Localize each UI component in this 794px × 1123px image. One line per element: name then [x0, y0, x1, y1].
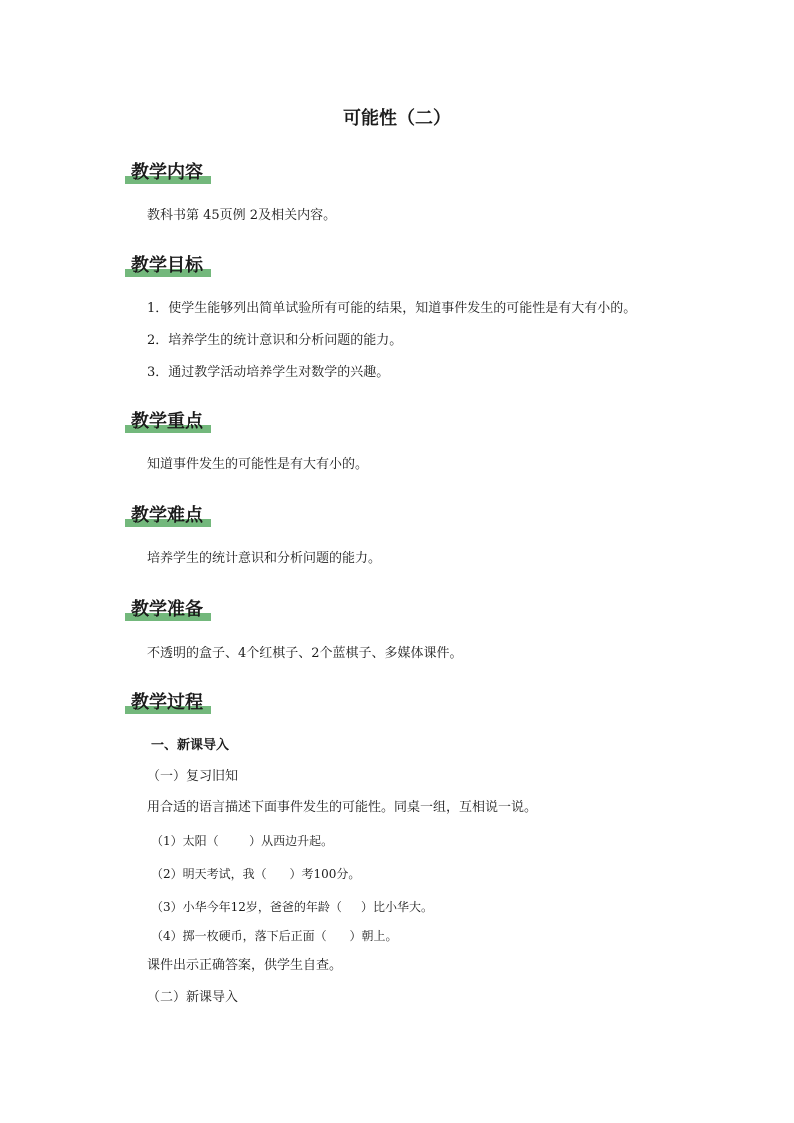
process-check-text: 课件出示正确答案，供学生自查。	[147, 958, 343, 973]
content-text: 教科书第 45页例 2及相关内容。	[147, 208, 337, 223]
key-points-text: 知道事件发生的可能性是有大有小的。	[147, 457, 369, 472]
objective-item: 3．通过教学活动培养学生对数学的兴趣。	[147, 365, 390, 380]
section-heading-text: 教学准备	[131, 599, 203, 620]
question-item: （4）掷一枚硬币，落下后正面（ ）朝上。	[151, 929, 398, 943]
section-heading-text: 教学内容	[131, 162, 203, 183]
process-part1-title: 一、新课导入	[151, 738, 230, 753]
objective-item: 1．使学生能够列出简单试验所有可能的结果，知道事件发生的可能性是有大有小的。	[147, 301, 637, 316]
section-heading-objectives	[129, 254, 203, 278]
process-sub2-title: （二）新课导入	[147, 990, 239, 1005]
preparation-text: 不透明的盒子、4个红棋子、2个蓝棋子、多媒体课件。	[147, 646, 463, 661]
difficulties-text: 培养学生的统计意识和分析问题的能力。	[147, 551, 382, 566]
section-heading-content	[129, 161, 203, 185]
process-sub1-title: （一）复习旧知	[147, 769, 239, 784]
section-heading-key-points	[129, 410, 203, 434]
section-heading-difficulties	[129, 504, 203, 528]
objective-item: 2．培养学生的统计意识和分析问题的能力。	[147, 333, 403, 348]
section-heading-process	[129, 691, 203, 715]
question-item: （1）太阳（ ）从西边升起。	[151, 834, 334, 848]
section-heading-text: 教学过程	[131, 692, 203, 713]
process-instruction: 用合适的语言描述下面事件发生的可能性。同桌一组，互相说一说。	[147, 800, 538, 815]
question-item: （3）小华今年12岁，爸爸的年龄（ ）比小华大。	[151, 900, 433, 914]
section-heading-text: 教学重点	[131, 411, 203, 432]
section-heading-preparation	[129, 598, 203, 622]
question-item: （2）明天考试，我（ ）考100分。	[151, 867, 361, 881]
section-heading-text: 教学目标	[131, 255, 203, 276]
section-heading-text: 教学难点	[131, 505, 203, 526]
document-title: 可能性（二）	[343, 108, 451, 129]
